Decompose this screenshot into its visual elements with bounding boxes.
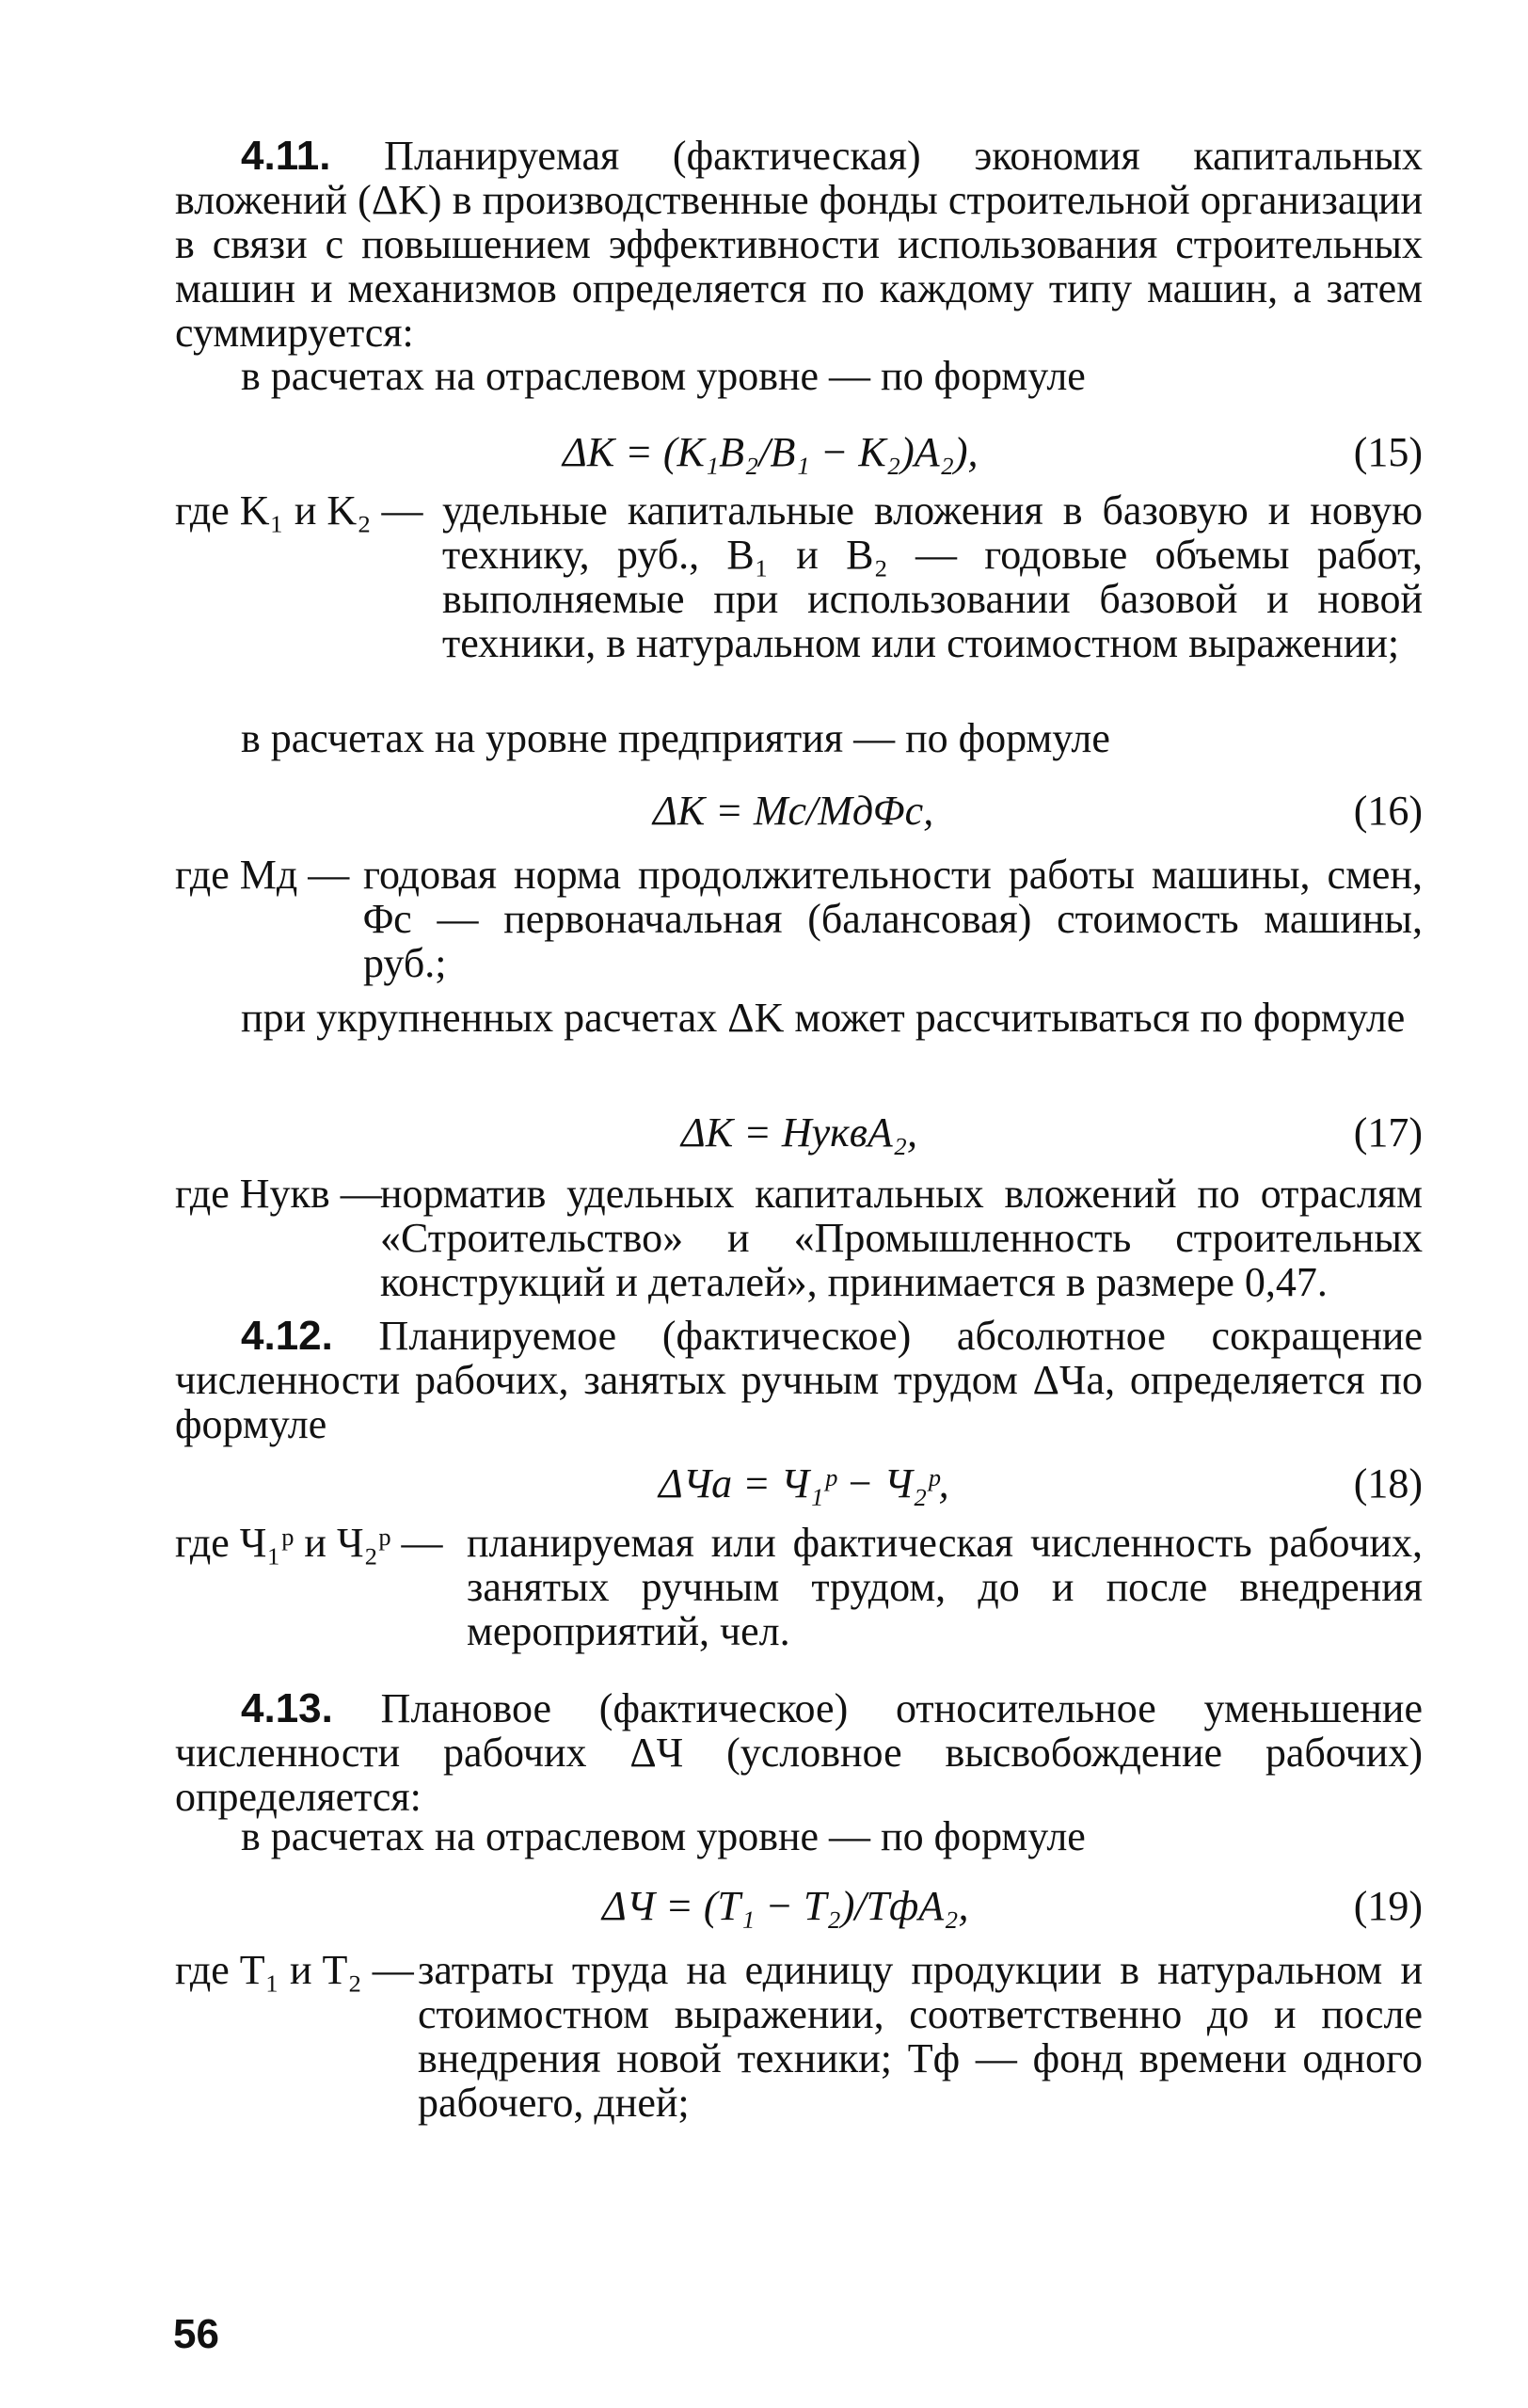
formula-16-number: (16) [1353, 788, 1423, 834]
section-number-4-13: 4.13. [241, 1685, 333, 1731]
intro-industry-level-2: в расчетах на отраслевом уровне — по формуле [241, 1813, 1086, 1859]
paragraph-4-11 [175, 134, 1423, 355]
where-16-text: годовая норма продолжительности работы машины, смен, Φс — первоначальная (балансовая) стоимость машины, руб.; [363, 852, 1423, 986]
page-number: 56 [173, 2311, 219, 2357]
formula-16: ΔK = Mс/MдΦс, [653, 788, 934, 834]
where-15-lead: где K₁ и K₂ — [175, 487, 423, 534]
where-19-text: затраты труда на единицу продукции в натуральном и стоимостном выражении, соответственно до и после внедрения новой техники; Tф — фонд времени одного рабочего, дней; [418, 1947, 1423, 2126]
formula-19: ΔЧ = (T₁ − T₂)/TфA₂, [602, 1883, 969, 1929]
paragraph-4-13 [175, 1686, 1423, 1819]
intro-industry-level: в расчетах на отраслевом уровне — по формуле [241, 353, 1086, 399]
section-number-4-12: 4.12. [241, 1313, 333, 1359]
formula-17-number: (17) [1353, 1109, 1423, 1156]
formula-18-number: (18) [1353, 1460, 1423, 1507]
paragraph-4-12-text: Планируемое (фактическое) абсолютное сокращение численности рабочих, занятых ручным трудом ΔЧа, определяется по формуле [175, 1313, 1424, 1447]
formula-15-number: (15) [1353, 429, 1423, 475]
where-18-text: планируемая или фактическая численность рабочих, занятых ручным трудом, до и после внедрения мероприятий, чел. [467, 1520, 1423, 1654]
formula-17: ΔK = HуквA₂, [681, 1109, 918, 1156]
where-17-lead: где Hукв — [175, 1171, 382, 1217]
intro-enlarged-calculation: при укрупненных расчетах ΔK может рассчитываться по формуле [241, 995, 1406, 1041]
where-18-lead: где Ч₁ᵖ и Ч₂ᵖ — [175, 1520, 443, 1566]
where-15-text: удельные капитальные вложения в базовую и новую технику, руб., B₁ и B₂ — годовые объемы работ, выполняемые при использовании базовой и новой техники, в натуральном или стоимостном выражении; [442, 487, 1423, 666]
intro-enterprise-level: в расчетах на уровне предприятия — по формуле [241, 715, 1110, 761]
formula-18: ΔЧа = Ч₁ᵖ − Ч₂ᵖ, [659, 1460, 949, 1507]
formula-15: ΔK = (K₁B₂/B₁ − K₂)A₂), [563, 429, 979, 475]
paragraph-4-13-text: Плановое (фактическое) относительное уменьшение численности рабочих ΔЧ (условное высвобождение рабочих) определяется: [175, 1685, 1423, 1820]
where-16-lead: где Mд — [175, 852, 350, 898]
paragraph-4-12 [175, 1314, 1423, 1446]
paragraph-4-11-text: Планируемая (фактическая) экономия капитальных вложений (ΔK) в производственные фонды строительной организации в связи с повышением эффективности использования строительных машин и механизмов определяется по каждому типу машин, а затем суммируется: [175, 133, 1423, 356]
where-19-lead: где T₁ и T₂ — [175, 1947, 414, 1993]
where-17-text: норматив удельных капитальных вложений по отраслям «Строительство» и «Промышленность строительных конструкций и деталей», принимается в размере 0,47. [380, 1171, 1423, 1305]
section-number-4-11: 4.11. [241, 133, 331, 179]
formula-19-number: (19) [1353, 1883, 1423, 1929]
